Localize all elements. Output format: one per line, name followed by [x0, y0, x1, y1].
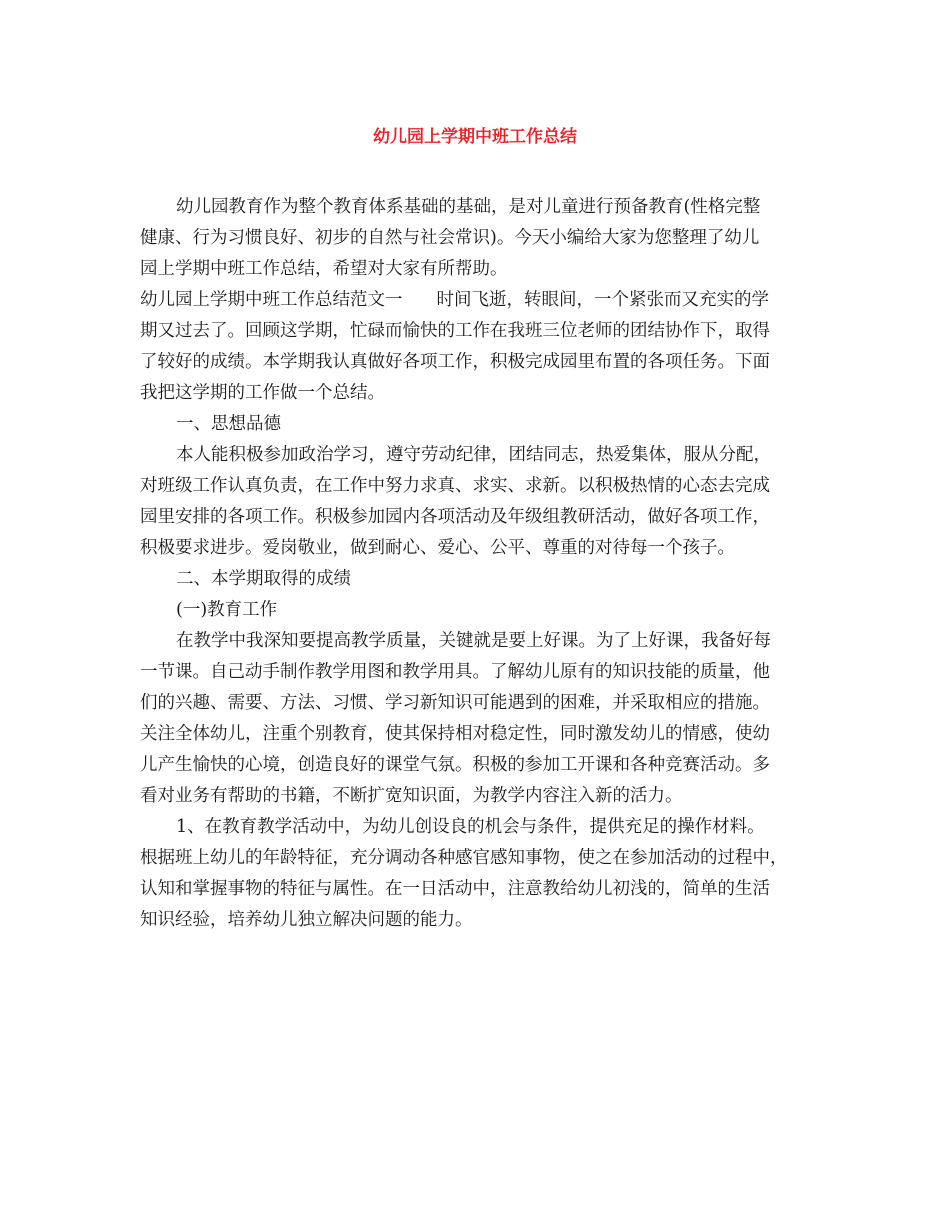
- text-line: 一节课。自己动手制作教学用图和教学用具。了解幼儿原有的知识技能的质量，他: [140, 662, 770, 682]
- text-line: 根据班上幼儿的年龄特征，充分调动各种感官感知事物，使之在参加活动的过程中，: [140, 848, 788, 868]
- text-line: 看对业务有帮助的书籍，不断扩宽知识面，为教学内容注入新的活力。: [140, 786, 683, 806]
- text-line-with-heading: [140, 285, 825, 316]
- text-line: 幼儿园教育作为整个教育体系基础的基础，是对儿童进行预备教育(性格完整: [176, 197, 761, 217]
- text-line: 1、在教育教学活动中，为幼儿创设良的机会与条件，提供充足的操作材料。: [176, 817, 765, 837]
- text-line: 健康、行为习惯良好、初步的自然与社会常识)。今天小编给大家为您整理了幼儿: [140, 228, 760, 248]
- section-heading: 二、本学期取得的成绩: [176, 569, 351, 589]
- text-line: 认知和掌握事物的特征与属性。在一日活动中，注意教给幼儿初浅的，简单的生活: [140, 879, 770, 899]
- text-line: 期又过去了。回顾这学期，忙碌而愉快的工作在我班三位老师的团结协作下，取得: [140, 321, 770, 341]
- document-body: [140, 192, 825, 936]
- text-line: 知识经验，培养幼儿独立解决问题的能力。: [140, 910, 473, 930]
- subsection-heading: (一)教育工作: [176, 600, 278, 620]
- document-title: 幼儿园上学期中班工作总结: [373, 127, 577, 147]
- text-line: 儿产生愉快的心境，创造良好的课堂气氛。积极的参加工开课和各种竞赛活动。多: [140, 755, 770, 775]
- sample-heading: 幼儿园上学期中班工作总结范文一: [140, 290, 403, 310]
- sample-opening: 时间飞逝，转眼间，一个紧张而又充实的学: [436, 290, 769, 310]
- text-line: 我把这学期的工作做一个总结。: [140, 383, 385, 403]
- text-line: 关注全体幼儿，注重个别教育，使其保持相对稳定性，同时激发幼儿的情感，使幼: [140, 724, 770, 744]
- text-line: 们的兴趣、需要、方法、习惯、学习新知识可能遇到的困难，并采取相应的措施。: [140, 693, 770, 713]
- text-line: 在教学中我深知要提高教学质量，关键就是要上好课。为了上好课，我备好每: [176, 631, 771, 651]
- text-line: 了较好的成绩。本学期我认真做好各项工作，积极完成园里布置的各项任务。下面: [140, 352, 770, 372]
- text-line: 对班级工作认真负责，在工作中努力求真、求实、求新。以积极热情的心态去完成: [140, 476, 770, 496]
- text-line: 积极要求进步。爱岗敬业，做到耐心、爱心、公平、尊重的对待每一个孩子。: [140, 538, 735, 558]
- section-heading: 一、思想品德: [176, 414, 281, 434]
- text-line: 园里安排的各项工作。积极参加园内各项活动及年级组教研活动，做好各项工作，: [140, 507, 770, 527]
- text-line: 本人能积极参加政治学习，遵守劳动纪律，团结同志，热爱集体，服从分配，: [176, 445, 771, 465]
- text-line: 园上学期中班工作总结，希望对大家有所帮助。: [140, 259, 508, 279]
